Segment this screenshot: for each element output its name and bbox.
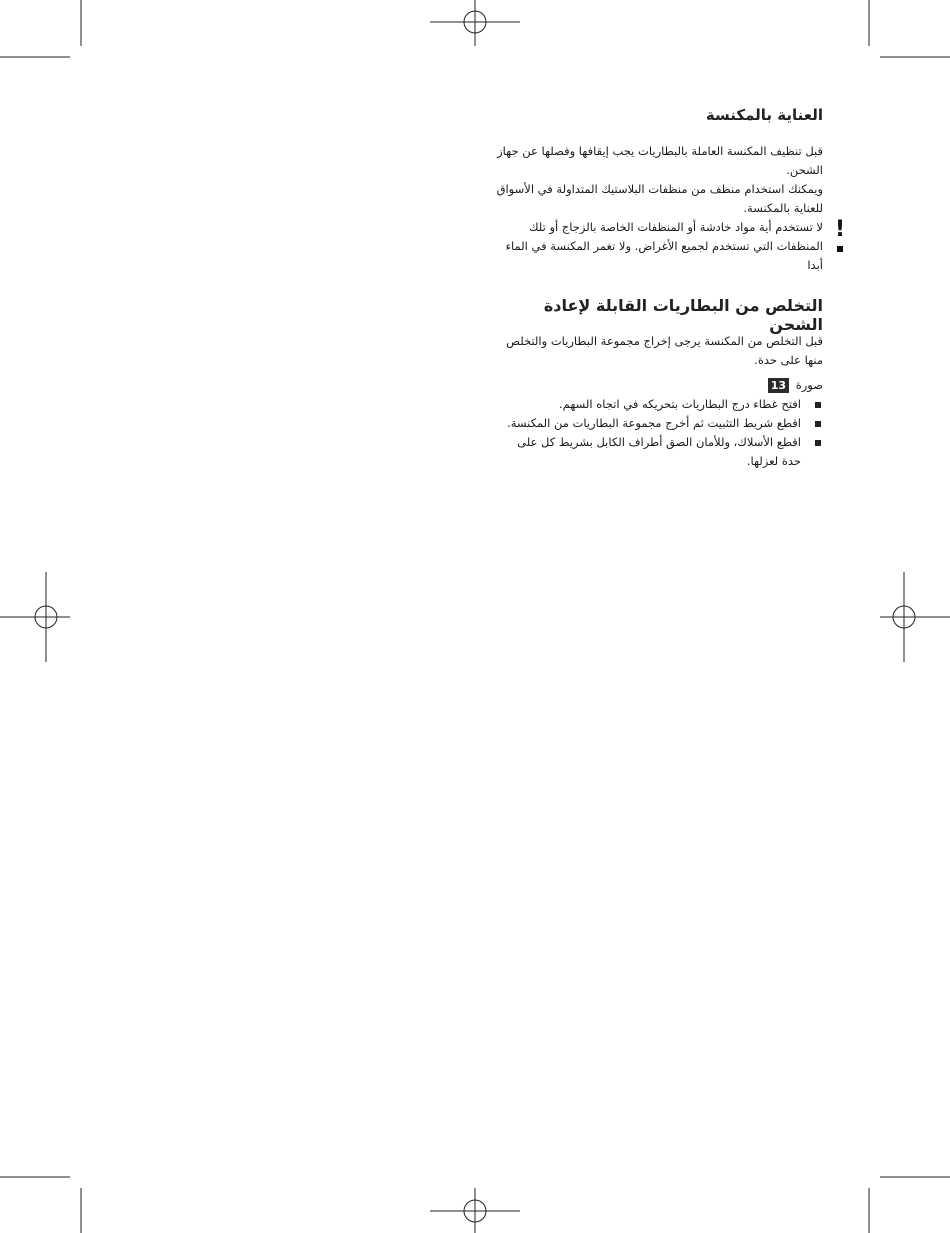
warning-note	[495, 218, 845, 275]
list-item	[495, 414, 823, 433]
bullet-square-icon	[837, 246, 843, 252]
disposal-steps	[495, 395, 823, 471]
figure-number-badge: 13	[768, 378, 789, 393]
disposal-body	[495, 332, 823, 370]
step-text: افتح غطاء درج البطاريات بتحريكه في اتجاه السهم.	[559, 397, 801, 411]
step-text: اقطع الأسلاك، وللأمان الصق أطراف الكابل بشريط كل على حدة لعزلها.	[517, 435, 801, 468]
figure-label: صورة	[795, 378, 823, 392]
step-text: اقطع شريط التثبيت ثم أخرج مجموعة البطاريات من المكنسة.	[507, 416, 801, 430]
care-paragraph: قبل تنظيف المكنسة العاملة بالبطاريات يجب إيقافها وفصلها عن جهاز الشحن.	[497, 144, 823, 177]
care-paragraph: ويمكنك استخدام منظف من منظفات البلاستيك المتداولة في الأسواق للعناية بالمكنسة.	[496, 182, 823, 215]
registration-mark-top	[430, 0, 520, 46]
bullet-square-icon	[815, 421, 821, 427]
list-item	[495, 395, 823, 414]
bullet-square-icon	[815, 440, 821, 446]
care-body	[495, 142, 823, 218]
warning-text: لا تستخدم أية مواد خادشة أو المنظفات الخاصة بالزجاج أو تلك المنظفات التي تستخدم لجميع الأغراض. ولا تغمر المكنسة في الماء أبدا	[505, 220, 823, 272]
warning-exclamation-icon: !	[834, 217, 845, 242]
registration-mark-right	[880, 572, 950, 662]
registration-mark-left	[0, 572, 70, 662]
bullet-square-icon	[815, 402, 821, 408]
figure-reference	[495, 376, 823, 395]
registration-mark-bottom	[430, 1188, 520, 1233]
list-item	[495, 433, 823, 471]
disposal-paragraph: قبل التخلص من المكنسة يرجى إخراج مجموعة البطاريات والتخلص منها على حدة.	[506, 334, 823, 367]
care-heading: العناية بالمكنسة	[705, 106, 823, 124]
disposal-heading: التخلص من البطاريات القابلة لإعادة الشحن	[543, 296, 823, 334]
